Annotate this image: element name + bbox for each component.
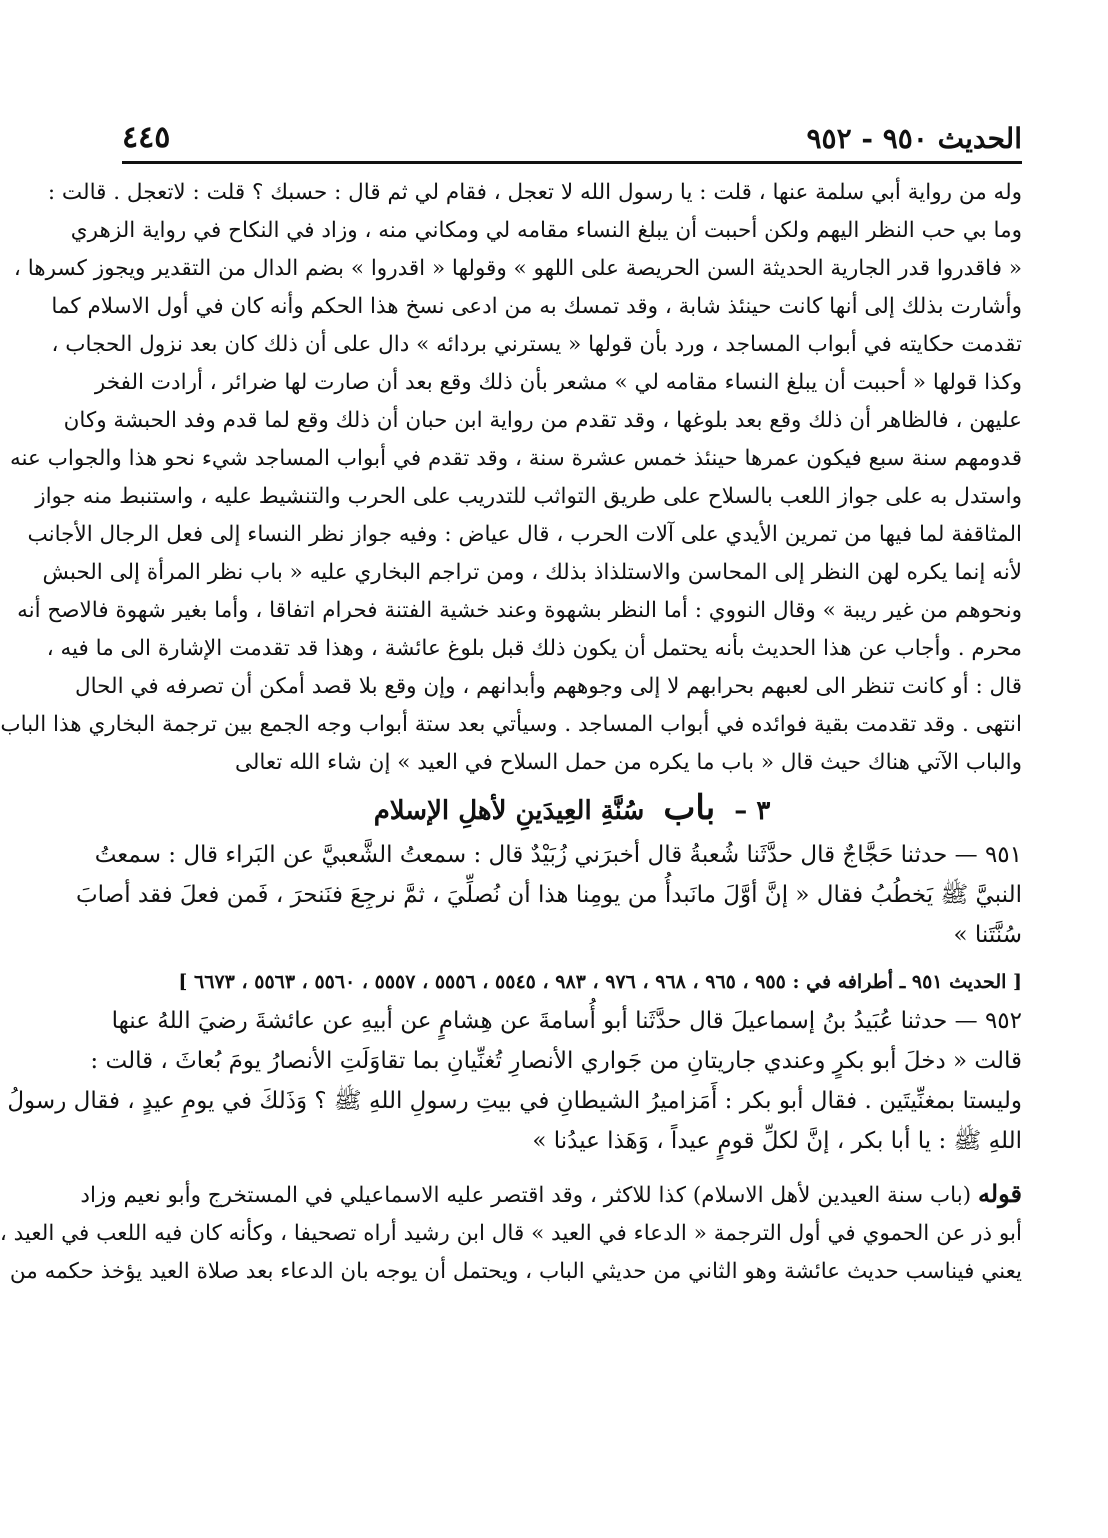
commentary-line: والباب الآتي هناك حيث قال « باب ما يكره من حمل السلاح في العيد » إن شاء الله تعالى <box>234 750 1022 775</box>
commentary-block-2 <box>0 1175 1022 1291</box>
commentary-line: محرم . وأجاب عن هذا الحديث بأنه يحتمل أن يكون ذلك قبل بلوغ عائشة ، وهذا قد تقدمت الإشارة الى ما فيه ، <box>46 636 1022 661</box>
chapter-number: ٣ – <box>734 796 771 826</box>
commentary-line: وأشارت بذلك إلى أنها كانت حينئذ شابة ، وقد تمسك به من ادعى نسخ هذا الحكم وأنه كان في أول الاسلام كما <box>51 294 1022 319</box>
commentary-line: تقدمت حكايته في أبواب المساجد ، ورد بأن قولها « يسترني بردائه » دال على أن ذلك كان بعد نزول الحجاب ، <box>51 332 1022 357</box>
commentary-block-1 <box>0 174 1022 782</box>
chapter-name: سُنَّةِ العِيدَينِ لأهلِ الإسلام <box>373 796 645 826</box>
commentary-line: واستدل به على جواز اللعب بالسلاح على طريق التواثب للتدريب على الحرب والتنشيط عليه ، واستنبط منه جواز <box>35 484 1022 509</box>
commentary-line: عليهن ، فالظاهر أن ذلك وقع بعد بلوغها ، وقد تقدم من رواية ابن حبان أن ذلك وقع لما قدم وفد الحبشة وكان <box>63 408 1022 433</box>
commentary-line: أبو ذر عن الحموي في أول الترجمة « الدعاء في العيد » قال ابن رشيد أراه تصحيفا ، وكأنه كان فيه اللعب في العيد ، <box>0 1221 1022 1246</box>
commentary-line: قال : أو كانت تنظر الى لعبهم بحرابهم لا إلى وجوههم وأبدانهم ، وإن وقع بلا قصد أمكن أن تصرفه في الحال <box>74 674 1022 699</box>
chapter-bab-word: باب <box>663 788 716 828</box>
spacer <box>122 1161 1022 1175</box>
hadith-atraf-reference: [ الحديث ٩٥١ ـ أطرافه في : ٩٥٥ ، ٩٦٥ ، ٩٦٨ ، ٩٧٦ ، ٩٨٣ ، ٥٥٤٥ ، ٥٥٥٦ ، ٥٥٥٧ ، ٥٥٦٠ ، ٥٥٦٣ ، ٦٦٧٣ ] <box>178 971 1022 993</box>
page-number: ٤٤٥ <box>122 120 171 155</box>
hadith-line: وليستا بمغنِّيتَين . فقال أبو بكر : أَمَزاميرُ الشيطانِ في بيتِ رسولِ اللهِ ﷺ ؟ وَذَلكَ في يومِ عيدٍ ، فقال رسولُ <box>7 1088 1022 1114</box>
commentary-line: انتهى . وقد تقدمت بقية فوائده في أبواب المساجد . وسيأتي بعد ستة أبواب وجه الجمع بين ترجمة البخاري هذا الباب <box>0 712 1022 737</box>
hadith-line: ٩٥١ — حدثنا حَجَّاجٌ قال حدَّثَنا شُعبةُ قال أخبرَني زُبَيْدٌ قال : سمعتُ الشَّعبيَّ عن البَراء قال : سمعتُ <box>94 842 1022 868</box>
commentary-line <box>80 1175 1022 1215</box>
hadith-line: قالت « دخلَ أبو بكرٍ وعندي جاريتانِ من جَواري الأنصارِ تُغنِّيانِ بما تقاوَلَتِ الأنصارُ يومَ بُعاثَ ، قالت : <box>90 1048 1022 1074</box>
hadith-range: الحديث ٩٥٠ - ٩٥٢ <box>806 122 1022 155</box>
commentary-line: وله من رواية أبي سلمة عنها ، قلت : يا رسول الله لا تعجل ، فقام لي ثم قال : حسبك ؟ قلت : لاتعجل . قالت : <box>47 180 1022 205</box>
hadith-951 <box>76 835 1022 955</box>
page-header <box>122 120 1022 164</box>
commentary-line: « فاقدروا قدر الجارية الحديثة السن الحريصة على اللهو » وقولها « اقدروا » بضم الدال من التقدير ويجوز كسرها ، <box>13 256 1022 281</box>
commentary-line: قدومهم سنة سبع فيكون عمرها حينئذ خمس عشرة سنة ، وقد تقدم في أبواب المساجد شيء نحو هذا والجواب عنه <box>9 446 1022 471</box>
hadith-line: سُنَّتَنا » <box>953 922 1022 948</box>
commentary-line: ونحوهم من غير ريبة » وقال النووي : أما النظر بشهوة وعند خشية الفتنة فحرام اتفاقا ، وأما بغير شهوة فالاصح أنه <box>17 598 1022 623</box>
commentary-line: المثاقفة لما فيها من تمرين الأيدي على آلات الحرب ، قال عياض : وفيه جواز نظر النساء إلى فعل الرجال الأجانب <box>27 522 1022 547</box>
chapter-title <box>122 788 1022 831</box>
hadith-952 <box>7 1001 1022 1161</box>
book-page <box>0 120 1022 1291</box>
commentary-line-text: (باب سنة العيدين لأهل الاسلام) كذا للاكثر ، وقد اقتصر عليه الاسماعيلي في المستخرج وأبو نعيم وزاد <box>80 1183 972 1208</box>
commentary-line: وما بي حب النظر اليهم ولكن أحببت أن يبلغ النساء مقامه لي ومكاني منه ، وزاد في النكاح في رواية الزهري <box>70 218 1022 243</box>
hadith-line: ٩٥٢ — حدثنا عُبَيدُ بنُ إسماعيلَ قال حدَّثَنا أبو أُسامةَ عن هِشامٍ عن أبيهِ عن عائشةَ رضيَ اللهُ عنها <box>111 1008 1022 1034</box>
commentary-lead-word: قوله <box>977 1179 1022 1208</box>
hadith-line: اللهِ ﷺ : يا أبا بكر ، إنَّ لكلِّ قومٍ عيداً ، وَهَذا عيدُنا » <box>532 1128 1022 1154</box>
commentary-line: لأنه إنما يكره لهن النظر إلى المحاسن والاستلذاذ بذلك ، ومن تراجم البخاري عليه « باب نظر المرأة إلى الحبش <box>42 560 1022 585</box>
hadith-line: النبيَّ ﷺ يَخطُبُ فقال « إنَّ أوَّلَ مانَبدأُ من يومِنا هذا أن نُصلِّيَ ، ثمَّ نرجِعَ فنَنحرَ ، فَمن فعلَ فقد أصابَ <box>76 882 1022 908</box>
commentary-line: وكذا قولها « أحببت أن يبلغ النساء مقامه لي » مشعر بأن ذلك وقع بعد أن صارت لها ضرائر ، أرادت الفخر <box>94 370 1022 395</box>
commentary-line: يعني فيناسب حديث عائشة وهو الثاني من حديثي الباب ، ويحتمل أن يوجه بان الدعاء بعد صلاة العيد يؤخذ حكمه من <box>9 1259 1022 1284</box>
